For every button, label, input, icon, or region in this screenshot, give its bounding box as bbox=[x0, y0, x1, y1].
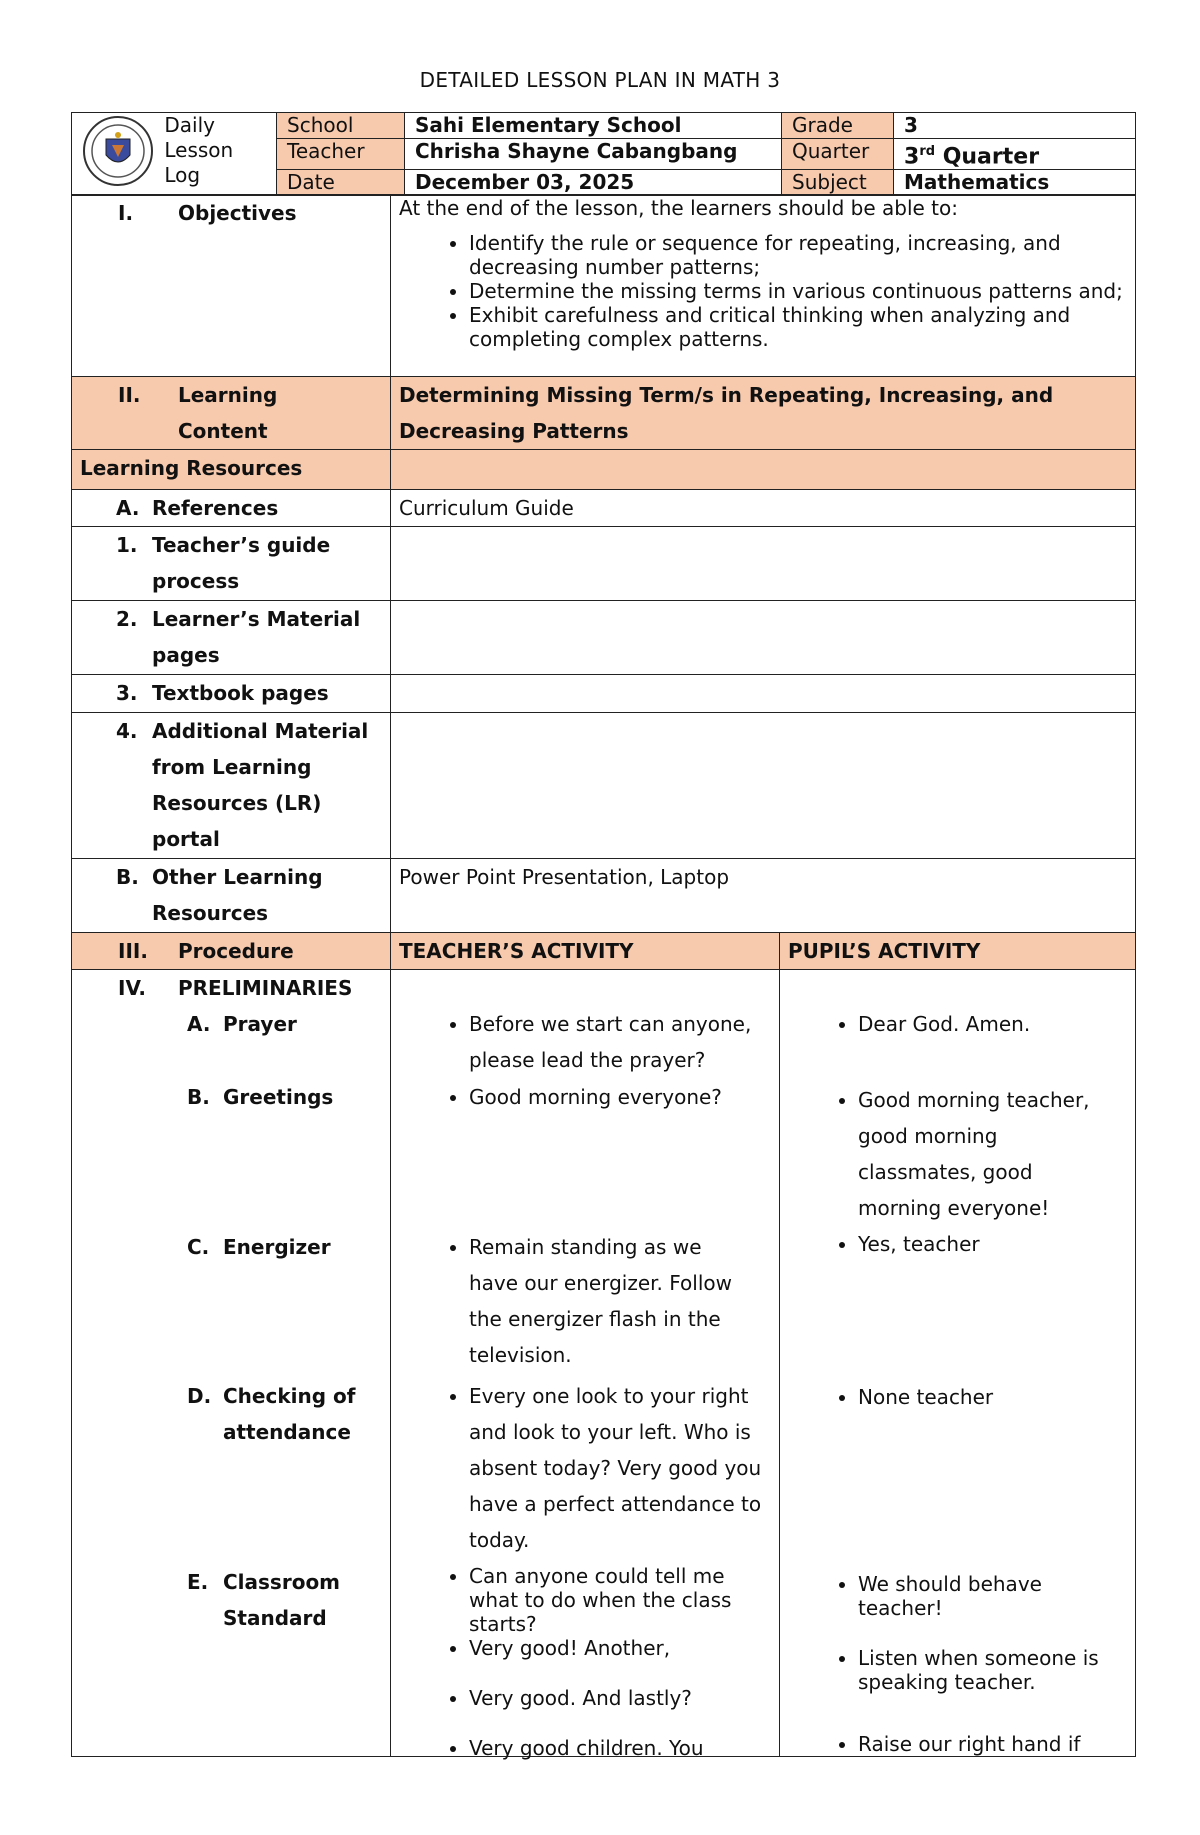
procedure-label: Procedure bbox=[178, 939, 294, 963]
lm-num: 2. bbox=[116, 607, 138, 631]
am-label-3: Resources (LR) bbox=[152, 791, 322, 815]
school-value: Sahi Elementary School bbox=[405, 113, 782, 139]
pupil-classroom-1: • We should behave teacher! bbox=[780, 1572, 1118, 1620]
teacher-value: Chrisha Shayne Cabangbang bbox=[405, 139, 782, 170]
pupil-classroom-2: • Listen when someone is speaking teacher. bbox=[780, 1646, 1148, 1694]
lm-label: Learner’s Material bbox=[152, 607, 361, 631]
date-label: Date bbox=[277, 170, 405, 196]
tg-label-2: process bbox=[152, 569, 240, 593]
step-letter: E. bbox=[187, 1570, 209, 1594]
objectives-row bbox=[72, 195, 1136, 377]
references-label: References bbox=[152, 496, 279, 520]
quarter-label: Quarter bbox=[782, 139, 894, 170]
prelim-roman: IV. bbox=[118, 976, 146, 1000]
resources-header-row bbox=[72, 450, 1136, 490]
references-row bbox=[72, 490, 1136, 527]
am-label: Additional Material bbox=[152, 719, 369, 743]
lesson-topic: Determining Missing Term/s in Repeating, Increasing, and bbox=[399, 383, 1054, 407]
lesson-topic-2: Decreasing Patterns bbox=[399, 419, 629, 443]
references-value: Curriculum Guide bbox=[391, 490, 1136, 527]
tb-num: 3. bbox=[116, 681, 138, 705]
step-prayer: Prayer bbox=[223, 1012, 297, 1036]
step-letter: A. bbox=[187, 1012, 211, 1036]
step-letter: C. bbox=[187, 1235, 210, 1259]
page-title: DETAILED LESSON PLAN IN MATH 3 bbox=[419, 68, 781, 92]
step-classroom: Classroom bbox=[223, 1570, 341, 1594]
additional-material-row bbox=[72, 713, 1136, 859]
lm-label-2: pages bbox=[152, 643, 220, 667]
teacher-classroom-4: • Very good children. You bbox=[391, 1736, 769, 1760]
procedure-roman: III. bbox=[118, 939, 148, 963]
teacher-greetings: • Good morning everyone? bbox=[391, 1079, 769, 1115]
learners-material-row bbox=[72, 601, 1136, 675]
logo-cell bbox=[72, 113, 277, 196]
step-classroom-2: Standard bbox=[223, 1606, 327, 1630]
objective-item: • Identify the rule or sequence for repeating, increasing, and decreasing number patterns; bbox=[469, 231, 1127, 279]
textbook-row bbox=[72, 675, 1136, 713]
header-table bbox=[71, 112, 1136, 196]
teacher-label: Teacher bbox=[277, 139, 405, 170]
objectives-label: Objectives bbox=[178, 201, 297, 225]
preliminaries-label: PRELIMINARIES bbox=[178, 976, 353, 1000]
daily-lesson-log-label: Daily Lesson Log bbox=[164, 113, 234, 187]
subject-label: Subject bbox=[782, 170, 894, 196]
step-checking-2: attendance bbox=[223, 1420, 351, 1444]
grade-value: 3 bbox=[894, 113, 1136, 139]
grade-label: Grade bbox=[782, 113, 894, 139]
tg-label: Teacher’s guide bbox=[152, 533, 331, 557]
objectives-intro: At the end of the lesson, the learners should be able to: bbox=[399, 196, 958, 220]
objectives-list bbox=[399, 231, 1127, 351]
pupil-checking: • None teacher bbox=[780, 1379, 1158, 1415]
deped-seal-icon bbox=[82, 115, 154, 187]
tb-label: Textbook pages bbox=[152, 681, 329, 705]
content-roman: II. bbox=[118, 383, 141, 407]
am-num: 4. bbox=[116, 719, 138, 743]
preliminaries-row bbox=[72, 970, 1136, 1757]
quarter-value: 3rd Quarter bbox=[894, 139, 1136, 170]
pupil-classroom-3: • Raise our right hand if bbox=[780, 1732, 1158, 1756]
other-resources-row bbox=[72, 859, 1136, 933]
procedure-header-row bbox=[72, 933, 1136, 970]
content-label-2: Content bbox=[178, 419, 268, 443]
learning-resources-label: Learning Resources bbox=[72, 450, 391, 490]
pupil-greetings: • Good morning teacher, good morning classmates, good morning everyone! bbox=[780, 1082, 1118, 1226]
step-energizer: Energizer bbox=[223, 1235, 331, 1259]
teacher-prayer: • Before we start can anyone, please lead the prayer? bbox=[391, 1006, 769, 1078]
pupil-energizer: • Yes, teacher bbox=[780, 1226, 1158, 1262]
pupil-prayer: • Dear God. Amen. bbox=[780, 1006, 1158, 1042]
teacher-classroom-2: • Very good! Another, bbox=[391, 1636, 749, 1660]
teacher-activity-header: TEACHER’S ACTIVITY bbox=[391, 933, 780, 970]
step-letter: B. bbox=[187, 1085, 210, 1109]
tg-num: 1. bbox=[116, 533, 138, 557]
objective-item: • Exhibit carefulness and critical thinking when analyzing and completing complex patterns. bbox=[469, 303, 1127, 351]
am-label-4: portal bbox=[152, 827, 220, 851]
objective-item: • Determine the missing terms in various continuous patterns and; bbox=[469, 279, 1127, 303]
school-label: School bbox=[277, 113, 405, 139]
pupil-activity-header: PUPIL’S ACTIVITY bbox=[780, 933, 1136, 970]
content-row bbox=[72, 377, 1136, 450]
other-letter: B. bbox=[116, 865, 139, 889]
teacher-energizer: • Remain standing as we have our energizer. Follow the energizer flash in the television. bbox=[391, 1229, 749, 1373]
teachers-guide-row bbox=[72, 527, 1136, 601]
teacher-checking: • Every one look to your right and look to your left. Who is absent today? Very good you have a perfect attendance to today. bbox=[391, 1378, 769, 1558]
objectives-roman: I. bbox=[118, 201, 134, 225]
content-label: Learning bbox=[178, 383, 278, 407]
lesson-table bbox=[71, 194, 1136, 1760]
date-value: December 03, 2025 bbox=[405, 170, 782, 196]
step-greetings: Greetings bbox=[223, 1085, 334, 1109]
am-label-2: from Learning bbox=[152, 755, 312, 779]
teacher-classroom-1: • Can anyone could tell me what to do when the class starts? bbox=[391, 1564, 749, 1636]
references-letter: A. bbox=[116, 496, 140, 520]
teacher-classroom-3: • Very good. And lastly? bbox=[391, 1686, 749, 1710]
other-resources-value: Power Point Presentation, Laptop bbox=[391, 859, 1136, 933]
other-label-2: Resources bbox=[152, 901, 269, 925]
other-label: Other Learning bbox=[152, 865, 323, 889]
step-checking: Checking of bbox=[223, 1384, 356, 1408]
step-letter: D. bbox=[187, 1384, 212, 1408]
subject-value: Mathematics bbox=[894, 170, 1136, 196]
